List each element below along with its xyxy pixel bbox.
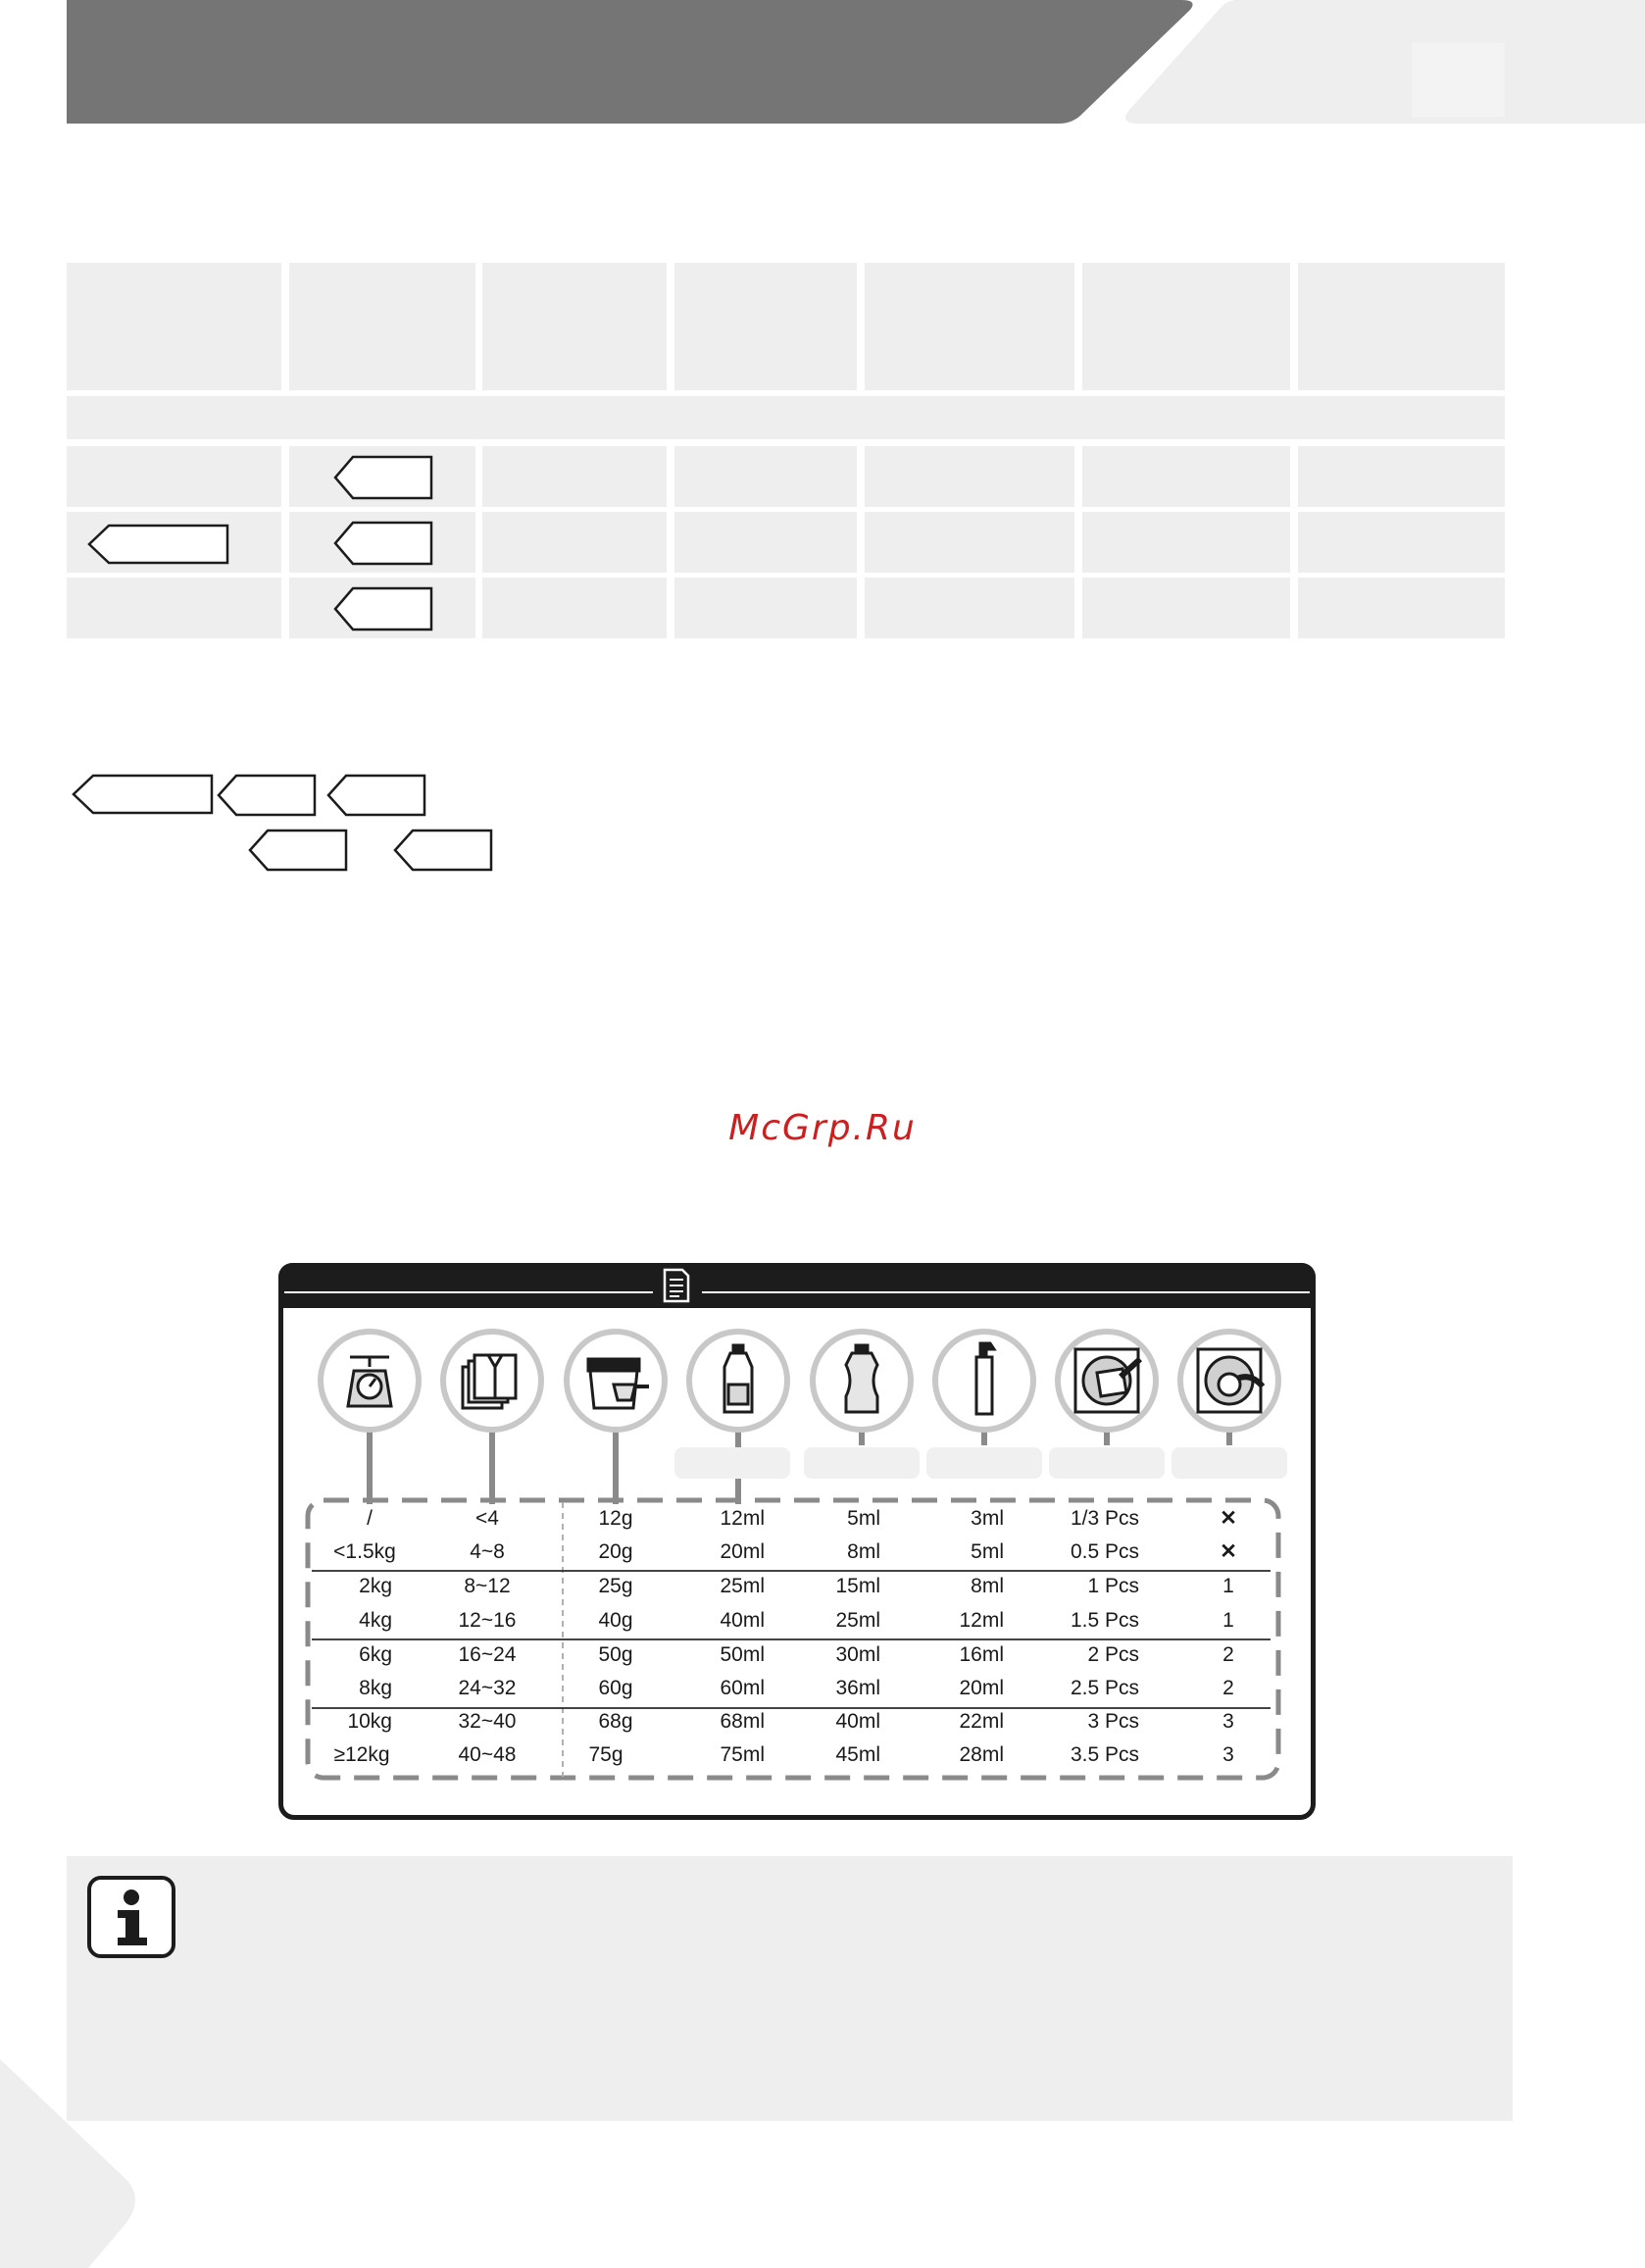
table-cell [67,446,281,507]
cell-liquid: 20ml [720,1540,765,1563]
table-header-cell [865,263,1074,390]
cell-spray: 12ml [959,1609,1004,1632]
cell-items: 32~40 [458,1710,517,1733]
cell-liquid: 50ml [720,1643,765,1666]
table-row [0,1606,1645,1636]
table-row [0,1572,1645,1601]
table-cell [1082,512,1290,573]
cell-weight: 6kg [359,1643,392,1666]
dosage-icons-row [278,1308,1316,1514]
table-cell [674,446,857,507]
cell-liquid: 75ml [720,1743,765,1766]
cell-powder: 60g [598,1677,633,1699]
table-cell [1298,578,1505,638]
cell-pods: ✕ [1220,1507,1237,1530]
cell-sheets: 1 Pcs [1087,1575,1139,1597]
cell-sheets: 2.5 Pcs [1070,1677,1139,1699]
cell-weight: 10kg [347,1710,392,1733]
table-row [0,1504,1645,1534]
detergent-bottle-icon [686,1329,790,1433]
cell-spray: 8ml [971,1575,1004,1597]
cell-sheets: 0.5 Pcs [1070,1540,1139,1563]
table-cell [865,512,1074,573]
cell-powder: 25g [598,1575,633,1597]
table-section-row [67,396,1505,439]
table-row [0,1740,1645,1770]
header-page-tab [1412,43,1505,117]
table-header-cell [482,263,667,390]
cell-powder: 50g [598,1643,633,1666]
table-header-cell [289,263,475,390]
cell-sheets: 2 Pcs [1087,1643,1139,1666]
document-list-icon [661,1266,692,1305]
button-tag-icon [217,774,317,817]
cell-weight: <1.5kg [333,1540,396,1563]
table-cell [865,446,1074,507]
button-tag-icon [72,774,214,815]
cell-softener: 40ml [835,1710,880,1733]
scale-icon [318,1329,422,1433]
table-cell [674,512,857,573]
cell-pods: 3 [1222,1710,1234,1733]
cell-softener: 25ml [835,1609,880,1632]
button-tag-icon [333,586,433,631]
cell-pods: 2 [1222,1677,1234,1699]
table-cell [67,578,281,638]
cell-softener: 8ml [847,1540,880,1563]
cell-powder: 40g [598,1609,633,1632]
cell-liquid: 40ml [720,1609,765,1632]
table-cell [1082,578,1290,638]
cell-spray: 28ml [959,1743,1004,1766]
cell-liquid: 25ml [720,1575,765,1597]
table-cell [865,578,1074,638]
cell-sheets: 3 Pcs [1087,1710,1139,1733]
button-tag-icon [333,455,433,500]
cell-softener: 45ml [835,1743,880,1766]
sheet-in-drum-icon [1055,1329,1159,1433]
cell-spray: 5ml [971,1540,1004,1563]
cell-powder: 20g [598,1540,633,1563]
table-cell [1298,512,1505,573]
cell-weight: ≥12kg [333,1743,390,1766]
cell-items: 8~12 [464,1575,511,1597]
table-header-cell [674,263,857,390]
button-tag-icon [333,521,433,566]
table-cell [674,578,857,638]
cell-softener: 5ml [847,1507,880,1530]
button-tag-icon [248,829,348,872]
cell-liquid: 68ml [720,1710,765,1733]
shirts-icon [440,1329,544,1433]
table-header-cell [1298,263,1505,390]
cell-sheets: 1/3 Pcs [1070,1507,1139,1530]
pod-in-drum-icon [1177,1329,1281,1433]
corner-decoration [0,2059,157,2268]
table-cell [482,578,667,638]
table-row [0,1640,1645,1670]
info-note-box [67,1856,1513,2121]
cell-liquid: 60ml [720,1677,765,1699]
softener-bottle-icon [810,1329,914,1433]
table-row [0,1537,1645,1567]
cell-weight: / [367,1507,373,1530]
table-cell [1082,446,1290,507]
cell-liquid: 12ml [720,1507,765,1530]
cell-items: 12~16 [458,1609,517,1632]
cell-items: <4 [475,1507,499,1530]
table-cell [482,446,667,507]
table-row [0,1707,1645,1737]
cell-powder: 68g [598,1710,633,1733]
cell-softener: 30ml [835,1643,880,1666]
cell-pods: ✕ [1220,1540,1237,1563]
table-header-cell [67,263,281,390]
cell-softener: 15ml [835,1575,880,1597]
cell-items: 4~8 [470,1540,505,1563]
cell-weight: 4kg [359,1609,392,1632]
spray-bottle-icon [932,1329,1036,1433]
header-dark-band [67,0,1193,124]
cell-weight: 8kg [359,1677,392,1699]
cell-pods: 3 [1222,1743,1234,1766]
cell-sheets: 3.5 Pcs [1070,1743,1139,1766]
cell-powder: 75g [588,1743,623,1766]
cell-spray: 16ml [959,1643,1004,1666]
info-icon [86,1875,176,1959]
table-header-cell [1082,263,1290,390]
cell-items: 40~48 [458,1743,517,1766]
button-tag-icon [393,829,493,872]
cell-powder: 12g [598,1507,633,1530]
table-cell [482,512,667,573]
powder-scoop-icon [564,1329,668,1433]
cell-pods: 2 [1222,1643,1234,1666]
watermark-text: McGrp.Ru [728,1108,917,1148]
header-light-band [1125,0,1645,124]
cell-spray: 20ml [959,1677,1004,1699]
table-cell [1298,446,1505,507]
cell-softener: 36ml [835,1677,880,1699]
cell-items: 24~32 [458,1677,517,1699]
table-row [0,1674,1645,1703]
cell-pods: 1 [1222,1609,1234,1632]
cell-items: 16~24 [458,1643,517,1666]
cell-sheets: 1.5 Pcs [1070,1609,1139,1632]
button-tag-icon [326,774,426,817]
header-banner [0,0,1645,137]
cell-spray: 3ml [971,1507,1004,1530]
cell-weight: 2kg [359,1575,392,1597]
cell-pods: 1 [1222,1575,1234,1597]
cell-spray: 22ml [959,1710,1004,1733]
panel-header-lines [278,1263,1316,1308]
button-tag-icon [87,524,229,565]
